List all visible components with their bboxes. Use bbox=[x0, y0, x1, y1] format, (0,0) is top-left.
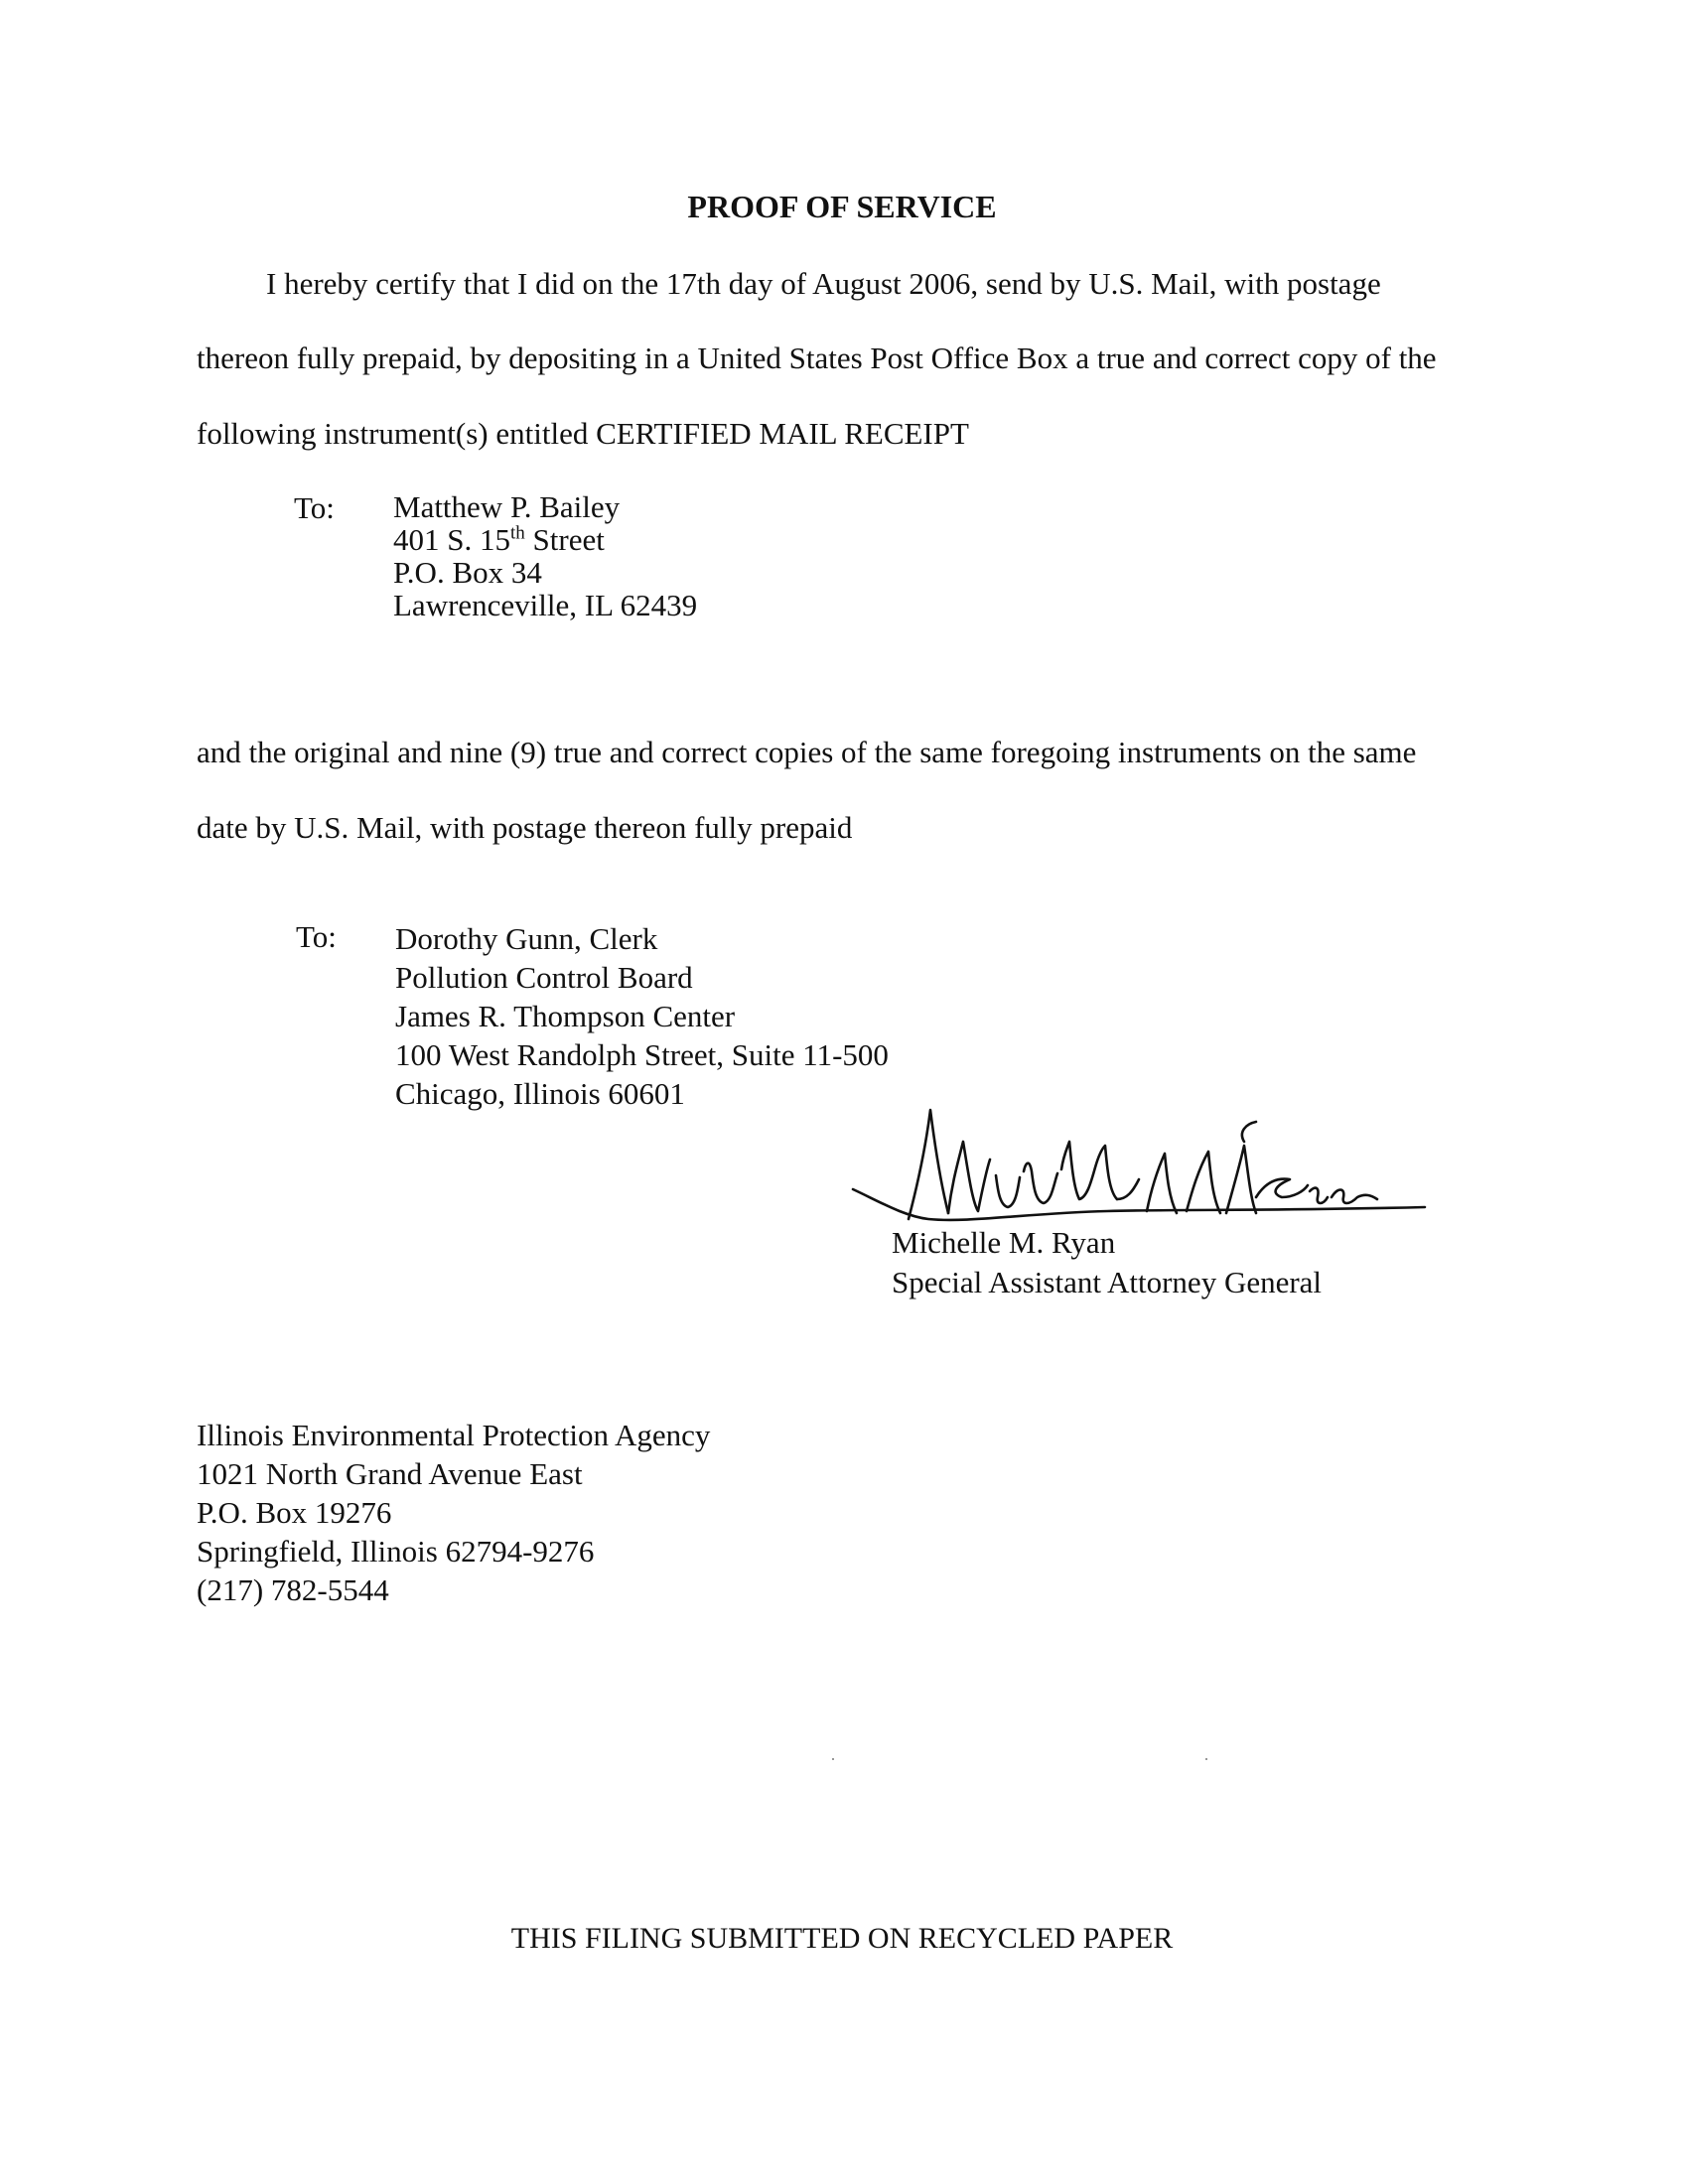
agency-phone: (217) 782-5544 bbox=[197, 1572, 389, 1607]
certification-line-3: following instrument(s) entitled CERTIFIED MAIL RECEIPT bbox=[197, 416, 969, 451]
scan-speck bbox=[832, 1758, 834, 1760]
agency-address-block bbox=[197, 1416, 710, 1609]
recipient-1-street: 401 S. 15th Street bbox=[393, 522, 605, 557]
copies-line-2: date by U.S. Mail, with postage thereon fully prepaid bbox=[197, 810, 853, 845]
recipient-1-address bbox=[393, 490, 697, 621]
handwritten-signature bbox=[849, 1102, 1445, 1241]
document-title: PROOF OF SERVICE bbox=[687, 189, 997, 224]
scan-speck bbox=[1205, 1758, 1207, 1760]
recipient-1-to-label: To: bbox=[294, 490, 335, 525]
recipient-2-city: Chicago, Illinois 60601 bbox=[395, 1076, 685, 1111]
agency-city: Springfield, Illinois 62794-9276 bbox=[197, 1534, 595, 1569]
agency-street: 1021 North Grand Avenue East bbox=[197, 1456, 583, 1491]
signer-title: Special Assistant Attorney General bbox=[892, 1265, 1323, 1299]
recipient-2-address bbox=[395, 919, 889, 1113]
recycled-paper-footer: THIS FILING SUBMITTED ON RECYCLED PAPER bbox=[510, 1922, 1174, 1955]
agency-name: Illinois Environmental Protection Agency bbox=[197, 1418, 711, 1452]
agency-po-box: P.O. Box 19276 bbox=[197, 1495, 392, 1530]
certification-line-2: thereon fully prepaid, by depositing in a United States Post Office Box a true and correct copy of the bbox=[197, 341, 1437, 375]
recipient-2-building: James R. Thompson Center bbox=[395, 999, 736, 1033]
recipient-2-name: Dorothy Gunn, Clerk bbox=[395, 921, 658, 956]
recipient-1-po-box: P.O. Box 34 bbox=[393, 555, 542, 590]
certification-line-1: I hereby certify that I did on the 17th day of August 2006, send by U.S. Mail, with postage bbox=[266, 266, 1381, 301]
signer-name: Michelle M. Ryan bbox=[892, 1225, 1116, 1260]
recipient-2-to-label: To: bbox=[296, 919, 337, 954]
recipient-2-street: 100 West Randolph Street, Suite 11-500 bbox=[395, 1037, 889, 1072]
recipient-2-org: Pollution Control Board bbox=[395, 960, 693, 995]
recipient-1-name: Matthew P. Bailey bbox=[393, 489, 621, 524]
recipient-1-city: Lawrenceville, IL 62439 bbox=[393, 588, 698, 622]
copies-line-1: and the original and nine (9) true and correct copies of the same foregoing instruments on the same bbox=[197, 735, 1417, 769]
